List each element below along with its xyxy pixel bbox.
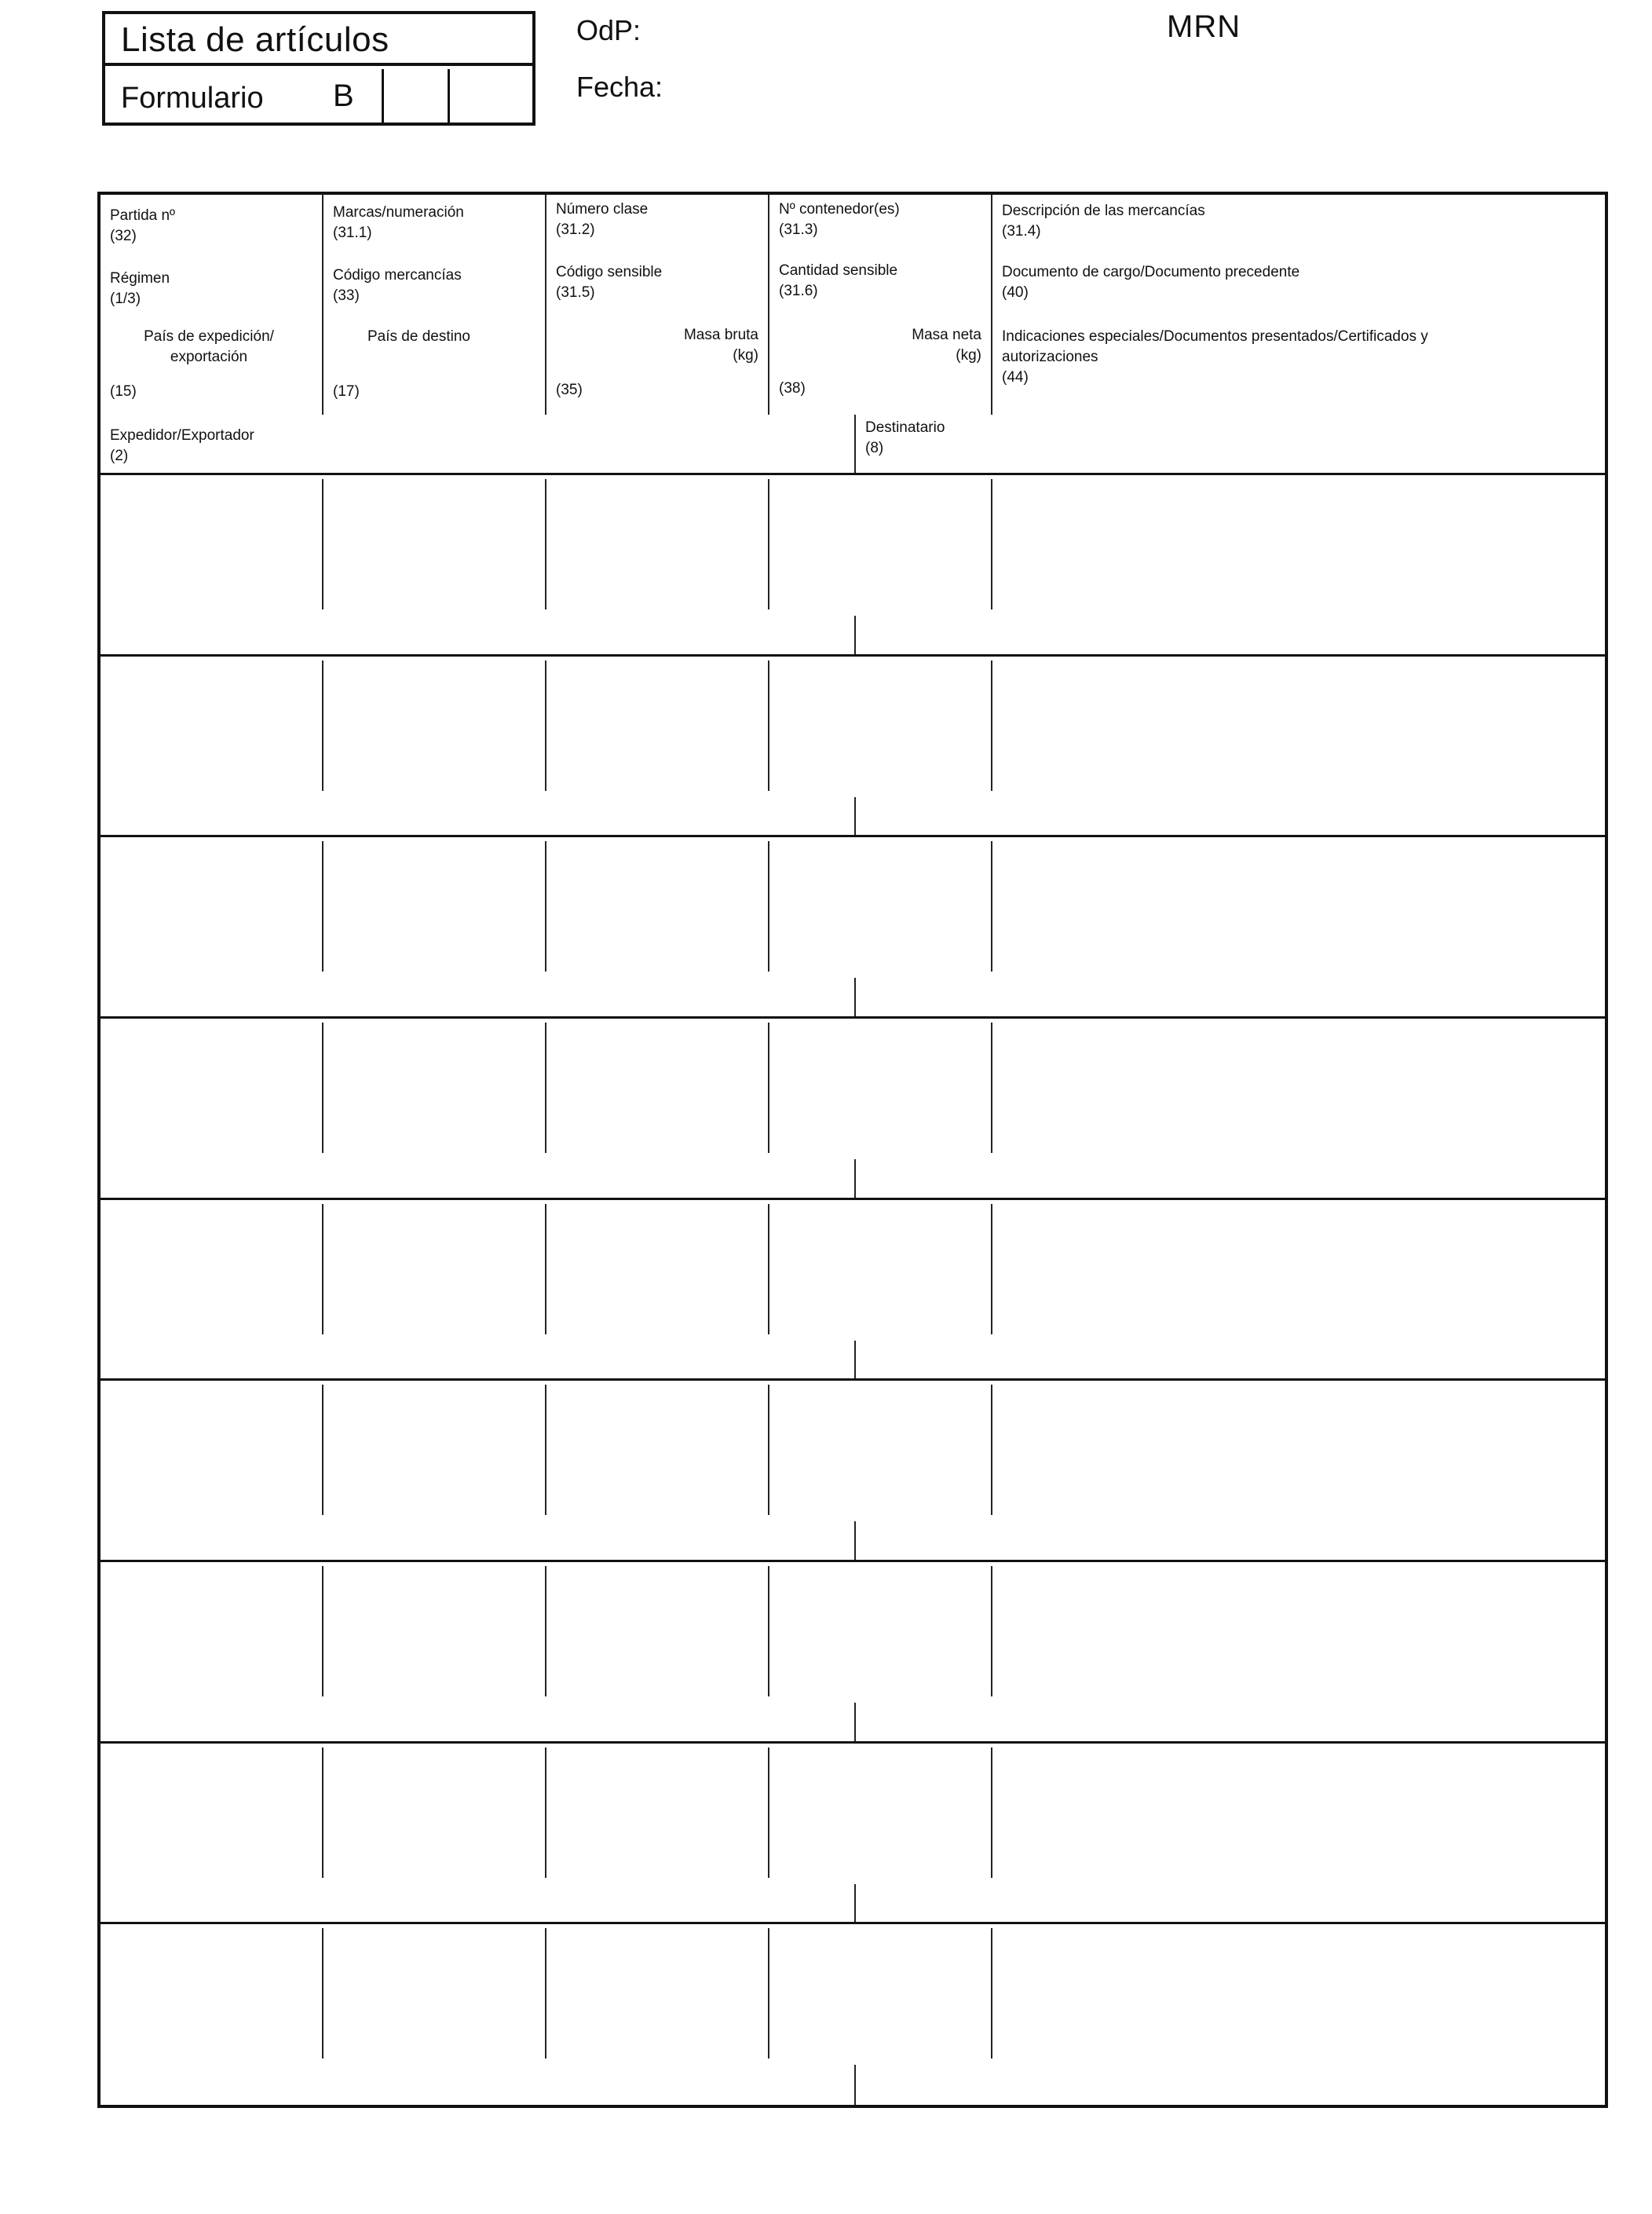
gross-mass-code: (35) [556, 382, 583, 398]
row-column-divider [545, 1385, 546, 1515]
form-title-box [102, 11, 535, 126]
goods-description-header: Descripción de las mercancías (31.4) [1002, 203, 1205, 240]
row-column-divider [322, 1928, 323, 2058]
row-column-divider [768, 479, 769, 609]
row-column-divider [768, 661, 769, 791]
grid-header [101, 195, 1605, 474]
form-title: Lista de artículos [121, 20, 389, 59]
item-row [101, 1923, 1605, 2105]
row-party-divider [854, 1341, 856, 1381]
title-row [105, 14, 532, 66]
transport-document-header: Documento de cargo/Documento precedente (40) [1002, 264, 1300, 301]
row-column-divider [322, 1023, 323, 1153]
destination-country-header: País de destino [367, 328, 470, 345]
header-column-divider [322, 195, 323, 415]
row-party-divider [854, 1521, 856, 1561]
items-grid [97, 192, 1608, 2108]
row-column-divider [322, 1385, 323, 1515]
row-column-divider [545, 1023, 546, 1153]
row-column-divider [991, 841, 992, 972]
row-column-divider [768, 1385, 769, 1515]
row-column-divider [768, 841, 769, 972]
container-number-header: Nº contenedor(es) (31.3) [779, 201, 900, 238]
row-column-divider [991, 479, 992, 609]
item-row [101, 1743, 1605, 1924]
row-column-divider [545, 1747, 546, 1878]
row-column-divider [768, 1566, 769, 1696]
row-column-divider [991, 661, 992, 791]
dispatch-country-code: (15) [110, 383, 137, 400]
item-row [101, 1380, 1605, 1561]
fecha-label: Fecha: [576, 71, 663, 103]
row-column-divider [322, 1204, 323, 1334]
row-column-divider [322, 1747, 323, 1878]
form-cell-divider [382, 69, 384, 123]
row-column-divider [768, 1023, 769, 1153]
special-mentions-header: Indicaciones especiales/Documentos presentados/Certificados y autorizaciones (44) [1002, 328, 1428, 386]
exporter-header: Expedidor/Exportador (2) [110, 427, 254, 464]
procedure-header: Régimen (1/3) [110, 270, 170, 307]
header-party-divider [854, 415, 856, 474]
row-party-divider [854, 1884, 856, 1924]
consignee-header: Destinatario (8) [865, 419, 945, 456]
row-column-divider [991, 1566, 992, 1696]
row-column-divider [545, 479, 546, 609]
item-row [101, 1018, 1605, 1199]
net-mass-code: (38) [779, 380, 806, 397]
net-mass-header: Masa neta (kg) [912, 327, 981, 364]
mrn-label: MRN [1167, 9, 1241, 44]
form-label: Formulario [121, 82, 264, 115]
marks-numbers-header: Marcas/numeración (31.1) [333, 204, 464, 241]
row-party-divider [854, 797, 856, 837]
form-value: B [333, 79, 354, 113]
form-cell-divider [448, 69, 450, 123]
row-column-divider [991, 1385, 992, 1515]
destination-country-code: (17) [333, 383, 360, 400]
sensitive-code-header: Código sensible (31.5) [556, 264, 663, 301]
row-column-divider [322, 1566, 323, 1696]
row-column-divider [768, 1747, 769, 1878]
item-row [101, 656, 1605, 837]
item-number-header: Partida nº (32) [110, 207, 175, 244]
commodity-code-header: Código mercancías (33) [333, 267, 462, 304]
row-column-divider [991, 1747, 992, 1878]
odp-label: OdP: [576, 14, 641, 46]
row-column-divider [768, 1928, 769, 2058]
item-row [101, 836, 1605, 1018]
package-number-header: Número clase (31.2) [556, 201, 649, 238]
row-column-divider [545, 661, 546, 791]
row-column-divider [545, 1566, 546, 1696]
row-column-divider [991, 1204, 992, 1334]
header-column-divider [768, 195, 769, 415]
dispatch-country-header: País de expedición/ exportación [144, 328, 274, 365]
header-column-divider [991, 195, 992, 415]
sensitive-quantity-header: Cantidad sensible (31.6) [779, 262, 898, 299]
item-row [101, 474, 1605, 656]
row-column-divider [991, 1023, 992, 1153]
row-column-divider [545, 841, 546, 972]
row-party-divider [854, 1703, 856, 1743]
item-row [101, 1561, 1605, 1743]
header-column-divider [545, 195, 546, 415]
row-column-divider [322, 479, 323, 609]
row-party-divider [854, 2065, 856, 2105]
row-column-divider [322, 841, 323, 972]
row-party-divider [854, 616, 856, 656]
row-column-divider [991, 1928, 992, 2058]
row-party-divider [854, 978, 856, 1018]
row-party-divider [854, 1159, 856, 1199]
row-column-divider [545, 1204, 546, 1334]
row-column-divider [322, 661, 323, 791]
row-column-divider [545, 1928, 546, 2058]
item-row [101, 1199, 1605, 1381]
row-column-divider [768, 1204, 769, 1334]
gross-mass-header: Masa bruta (kg) [683, 327, 758, 364]
